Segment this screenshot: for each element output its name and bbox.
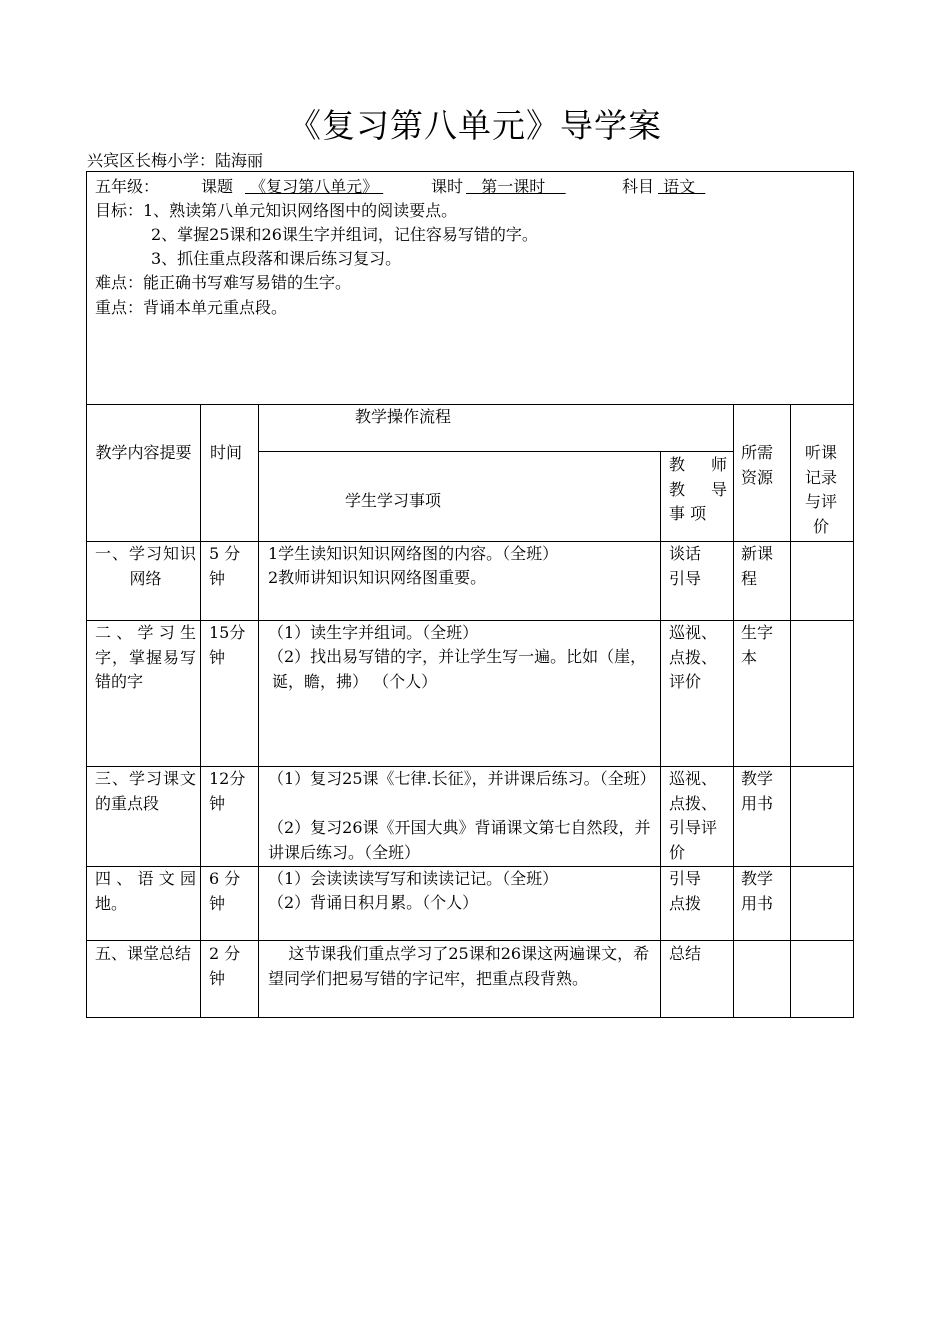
row-resources: 教学用书 — [741, 869, 774, 913]
lesson-value: 《复习第八单元》 — [245, 177, 384, 196]
lesson-label: 课题 — [201, 177, 234, 196]
row-resources: 教学用书 — [741, 769, 774, 813]
row-student-1: 这节课我们重点学习了25课和26课这两遍课文，希望同学们把易写错的字记牢，把重点段背熟。 — [268, 944, 650, 988]
row-time: 6 分钟 — [209, 869, 241, 913]
row-time: 12分钟 — [209, 769, 246, 813]
row-content: 四、语文园地。 — [95, 869, 196, 913]
row-content: 五、课堂总结 — [95, 944, 192, 963]
key-point: 重点：背诵本单元重点段。 — [95, 298, 288, 317]
row-student-1: 1学生读知识知识网络图的内容。（全班） — [268, 544, 559, 563]
subject-value: 语文 — [658, 177, 706, 196]
row-resources: 生字本 — [741, 623, 774, 667]
subject-label: 科目 — [622, 177, 655, 196]
row-time: 5 分钟 — [209, 544, 241, 588]
row-resources: 新课程 — [741, 544, 774, 588]
row-student-1: （1）读生字并组词。（全班） — [268, 623, 479, 642]
period-value: 第一课时 — [466, 177, 566, 196]
header-time: 时间 — [210, 443, 243, 462]
row-content: 一、学习知识网络 — [95, 544, 196, 588]
goal-2: 2、掌握25课和26课生字并组词，记住容易写错的字。 — [151, 225, 538, 244]
row-student-2: （2）背诵日积月累。（个人） — [268, 893, 479, 912]
header-student: 学生学习事项 — [345, 491, 442, 510]
header-resources: 所需资源 — [741, 443, 774, 487]
difficulty: 难点：能正确书写难写易错的生字。 — [95, 273, 352, 292]
row-teacher: 谈话引导 — [669, 544, 702, 588]
goal-1: 目标：1、熟读第八单元知识网络图中的阅读要点。 — [95, 201, 458, 220]
row-time: 15分钟 — [209, 623, 246, 667]
header-teacher: 教 师 教 导 事 项 — [669, 455, 727, 523]
author-line: 兴宾区长梅小学：陆海丽 — [87, 151, 264, 170]
row-content: 三、学习课文的重点段 — [95, 769, 196, 813]
row-teacher: 总结 — [669, 944, 702, 963]
row-content: 二、学习生字，掌握易写错的字 — [95, 623, 196, 691]
goal-3: 3、抓住重点段落和课后练习复习。 — [151, 249, 402, 268]
grade-label: 五年级： — [95, 177, 160, 196]
row-teacher: 巡视、点拨、评价 — [669, 623, 718, 691]
period-label: 课时 — [431, 177, 464, 196]
row-teacher: 引导点拨 — [669, 869, 702, 913]
row-time: 2 分钟 — [209, 944, 241, 988]
header-flow: 教学操作流程 — [355, 407, 452, 426]
row-student-2: 2教师讲知识知识网络图重要。 — [268, 568, 487, 587]
row-student-2: （2）复习26课《开国大典》背诵课文第七自然段，并讲课后练习。（全班） — [268, 818, 651, 862]
row-student-1: （1）复习25课《七律.长征》，并讲课后练习。（全班） — [268, 769, 656, 788]
header-content: 教学内容提要 — [95, 443, 192, 462]
page-title: 《复习第八单元》导学案 — [288, 106, 662, 145]
header-notes: 听课记录与评价 — [804, 443, 837, 536]
row-teacher: 巡视、点拨、引导评价 — [669, 769, 718, 862]
row-student-1: （1）会读读读写写和读读记记。（全班） — [268, 869, 559, 888]
row-student-2: （2）找出易写错的字，并让学生写一遍。比如（崖，诞，瞻，拂） （个人） — [268, 647, 647, 691]
